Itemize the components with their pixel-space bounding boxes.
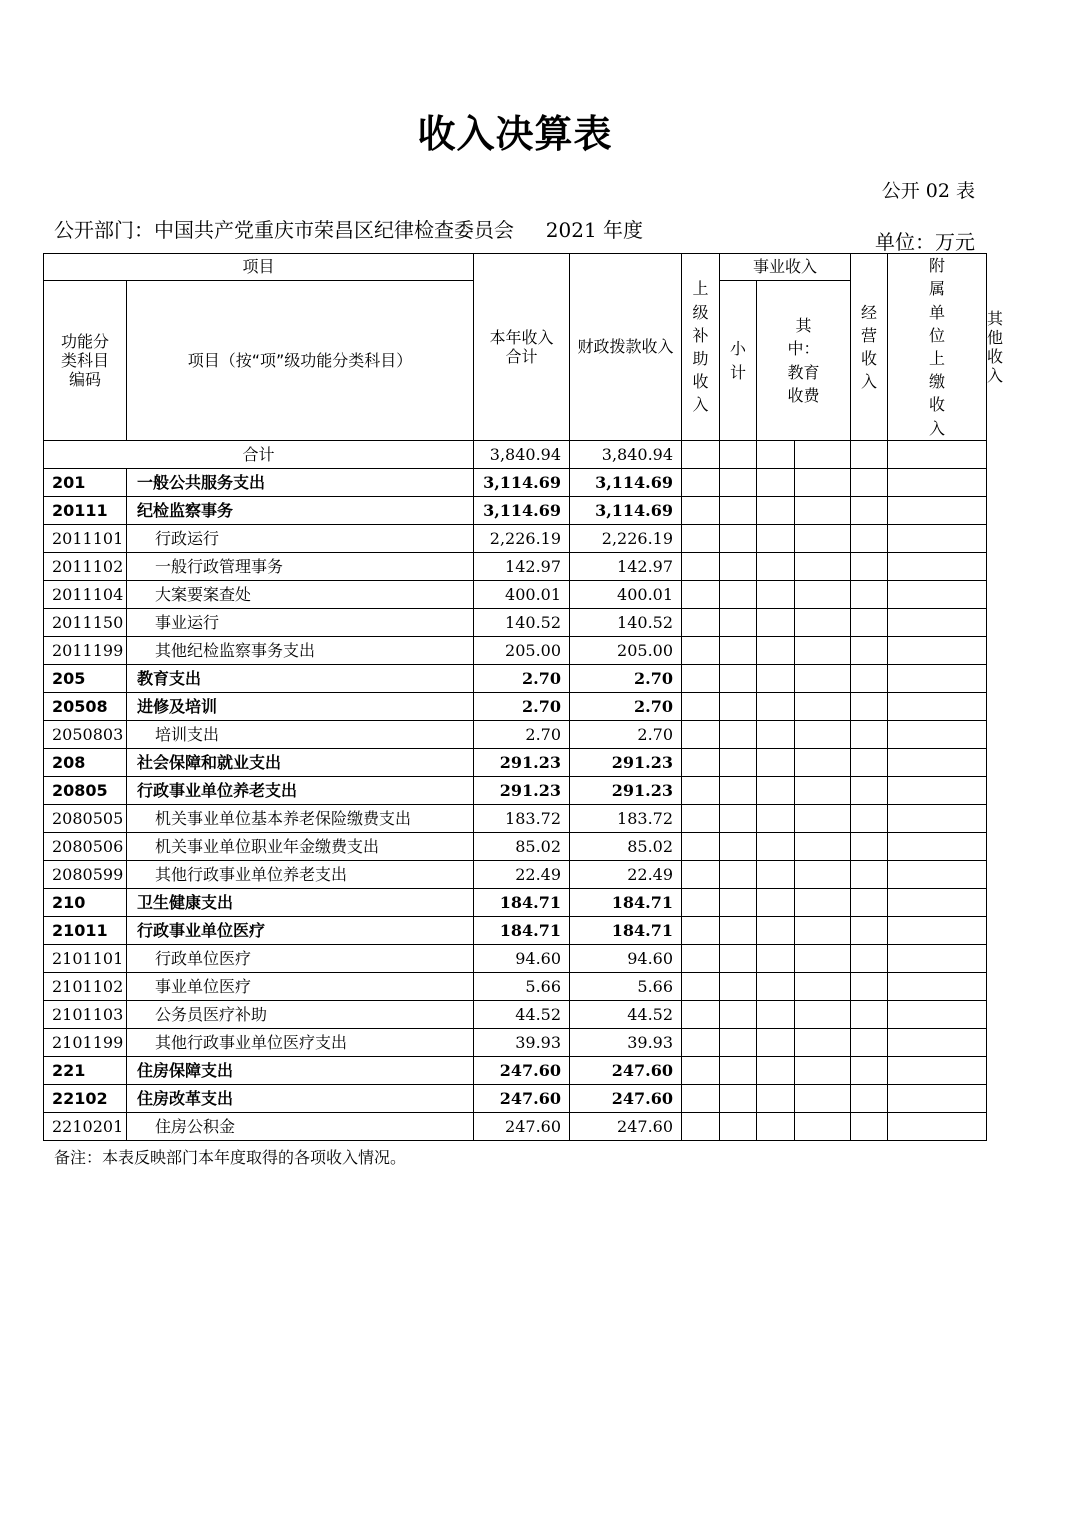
row-fiscal: 247.60 [570, 1085, 682, 1113]
table-row [44, 749, 987, 777]
empty-cell [851, 1001, 888, 1029]
table-row [44, 1113, 987, 1141]
table-row [44, 637, 987, 665]
row-fiscal: 247.60 [570, 1057, 682, 1085]
empty-cell [757, 469, 851, 497]
table-row [44, 1001, 987, 1029]
row-fiscal: 183.72 [570, 805, 682, 833]
header-operating: 经营收入 [851, 254, 888, 441]
row-total: 184.71 [474, 889, 570, 917]
empty-cell [888, 1057, 987, 1085]
empty-cell [888, 945, 987, 973]
table-header: 项目 本年收入合计 财政拨款收入 上级补助收入 事业收入 经营收入 附属单位上缴收入 其他收入 功能分类科目编码 项目（按“项”级功能分类科目） 小计 其中：教育收费 [44, 254, 987, 441]
row-code: 2050803 [44, 721, 127, 749]
empty-cell [757, 749, 851, 777]
empty-cell [757, 441, 851, 469]
header-subtotal: 小计 [720, 281, 757, 441]
row-name: 机关事业单位基本养老保险缴费支出 [127, 805, 474, 833]
row-total: 5.66 [474, 973, 570, 1001]
header-name: 项目（按“项”级功能分类科目） [127, 281, 474, 441]
total-label: 合计 [44, 441, 474, 469]
row-total: 205.00 [474, 637, 570, 665]
header-affiliated: 附属单位上缴收入 [888, 254, 987, 441]
income-table [43, 253, 1004, 1141]
empty-cell [682, 469, 720, 497]
row-name: 教育支出 [127, 665, 474, 693]
empty-cell [757, 833, 851, 861]
row-name: 其他行政事业单位医疗支出 [127, 1029, 474, 1057]
row-total: 2.70 [474, 665, 570, 693]
row-fiscal: 400.01 [570, 581, 682, 609]
empty-cell [720, 441, 757, 469]
row-total: 291.23 [474, 749, 570, 777]
empty-cell [682, 497, 720, 525]
empty-cell [851, 497, 888, 525]
row-fiscal: 140.52 [570, 609, 682, 637]
empty-cell [757, 581, 851, 609]
total-row [44, 441, 987, 469]
row-code: 20805 [44, 777, 127, 805]
row-fiscal: 85.02 [570, 833, 682, 861]
empty-cell [888, 581, 987, 609]
empty-cell [682, 1001, 720, 1029]
row-total: 2.70 [474, 693, 570, 721]
empty-cell [682, 665, 720, 693]
row-total: 400.01 [474, 581, 570, 609]
row-name: 社会保障和就业支出 [127, 749, 474, 777]
table-row [44, 945, 987, 973]
table-row [44, 917, 987, 945]
fiscal-year: 2021 年度 [545, 218, 644, 242]
empty-cell [682, 637, 720, 665]
row-code: 208 [44, 749, 127, 777]
empty-cell [851, 749, 888, 777]
empty-cell [757, 1113, 851, 1141]
table-row [44, 497, 987, 525]
empty-cell [888, 777, 987, 805]
empty-cell [851, 665, 888, 693]
row-name: 培训支出 [127, 721, 474, 749]
table-row [44, 609, 987, 637]
empty-cell [720, 861, 757, 889]
row-total: 142.97 [474, 553, 570, 581]
row-fiscal: 5.66 [570, 973, 682, 1001]
row-total: 3,114.69 [474, 469, 570, 497]
row-total: 39.93 [474, 1029, 570, 1057]
row-total: 2,226.19 [474, 525, 570, 553]
department-name: 公开部门：中国共产党重庆市荣昌区纪律检查委员会 [54, 218, 514, 242]
table-row [44, 581, 987, 609]
row-code: 2101103 [44, 1001, 127, 1029]
empty-cell [851, 525, 888, 553]
empty-cell [682, 889, 720, 917]
row-fiscal: 291.23 [570, 777, 682, 805]
empty-cell [757, 777, 851, 805]
empty-cell [757, 637, 851, 665]
empty-cell [682, 777, 720, 805]
row-fiscal: 44.52 [570, 1001, 682, 1029]
empty-cell [757, 665, 851, 693]
empty-cell [682, 749, 720, 777]
unit-label: 单位：万元 [875, 230, 975, 254]
row-code: 2080599 [44, 861, 127, 889]
empty-cell [888, 525, 987, 553]
empty-cell [682, 1085, 720, 1113]
empty-cell [720, 1113, 757, 1141]
row-code: 2011101 [44, 525, 127, 553]
empty-cell [720, 749, 757, 777]
header-code: 功能分类科目编码 [44, 281, 127, 441]
empty-cell [720, 1057, 757, 1085]
table-body [44, 441, 987, 1141]
empty-cell [888, 861, 987, 889]
header-superior: 上级补助收入 [682, 254, 720, 441]
empty-cell [757, 1057, 851, 1085]
row-fiscal: 205.00 [570, 637, 682, 665]
row-total: 247.60 [474, 1057, 570, 1085]
row-fiscal: 2.70 [570, 721, 682, 749]
empty-cell [888, 693, 987, 721]
empty-cell [682, 441, 720, 469]
empty-cell [851, 917, 888, 945]
row-total: 291.23 [474, 777, 570, 805]
empty-cell [720, 525, 757, 553]
empty-cell [720, 973, 757, 1001]
empty-cell [682, 609, 720, 637]
empty-cell [720, 497, 757, 525]
row-code: 20508 [44, 693, 127, 721]
row-code: 2011102 [44, 553, 127, 581]
row-total: 3,114.69 [474, 497, 570, 525]
empty-cell [888, 1029, 987, 1057]
empty-cell [720, 805, 757, 833]
header-total: 本年收入合计 [474, 254, 570, 441]
footnote: 备注：本表反映部门本年度取得的各项收入情况。 [54, 1148, 407, 1167]
empty-cell [757, 945, 851, 973]
table-row [44, 721, 987, 749]
empty-cell [851, 973, 888, 1001]
row-fiscal: 3,114.69 [570, 469, 682, 497]
empty-cell [851, 581, 888, 609]
empty-cell [720, 1001, 757, 1029]
empty-cell [682, 581, 720, 609]
row-name: 行政事业单位养老支出 [127, 777, 474, 805]
row-fiscal: 291.23 [570, 749, 682, 777]
row-code: 2080505 [44, 805, 127, 833]
empty-cell [888, 1085, 987, 1113]
row-fiscal: 94.60 [570, 945, 682, 973]
row-name: 一般公共服务支出 [127, 469, 474, 497]
empty-cell [851, 777, 888, 805]
header-edu: 其中：教育收费 [757, 281, 851, 441]
table-row [44, 469, 987, 497]
empty-cell [682, 693, 720, 721]
row-fiscal: 247.60 [570, 1113, 682, 1141]
row-total: 2.70 [474, 721, 570, 749]
empty-cell [888, 497, 987, 525]
empty-cell [851, 833, 888, 861]
header-fiscal: 财政拨款收入 [570, 254, 682, 441]
empty-cell [888, 805, 987, 833]
empty-cell [888, 721, 987, 749]
row-name: 事业运行 [127, 609, 474, 637]
empty-cell [720, 581, 757, 609]
empty-cell [888, 917, 987, 945]
empty-cell [682, 805, 720, 833]
empty-cell [851, 609, 888, 637]
row-fiscal: 142.97 [570, 553, 682, 581]
empty-cell [757, 497, 851, 525]
empty-cell [682, 945, 720, 973]
table-row [44, 889, 987, 917]
table-row [44, 553, 987, 581]
row-code: 205 [44, 665, 127, 693]
total-fiscal: 3,840.94 [570, 441, 682, 469]
empty-cell [682, 861, 720, 889]
empty-cell [757, 889, 851, 917]
row-fiscal: 2.70 [570, 693, 682, 721]
row-name: 行政运行 [127, 525, 474, 553]
empty-cell [682, 525, 720, 553]
table-number: 公开 02 表 [881, 180, 975, 202]
row-name: 住房保障支出 [127, 1057, 474, 1085]
table-row [44, 693, 987, 721]
empty-cell [851, 1029, 888, 1057]
row-fiscal: 2.70 [570, 665, 682, 693]
empty-cell [682, 833, 720, 861]
row-name: 其他纪检监察事务支出 [127, 637, 474, 665]
empty-cell [851, 1113, 888, 1141]
table-row [44, 833, 987, 861]
row-fiscal: 22.49 [570, 861, 682, 889]
row-code: 2011199 [44, 637, 127, 665]
empty-cell [888, 889, 987, 917]
empty-cell [888, 1113, 987, 1141]
empty-cell [682, 721, 720, 749]
row-total: 184.71 [474, 917, 570, 945]
empty-cell [851, 861, 888, 889]
empty-cell [888, 1001, 987, 1029]
row-name: 公务员医疗补助 [127, 1001, 474, 1029]
empty-cell [888, 609, 987, 637]
empty-cell [851, 469, 888, 497]
empty-cell [720, 917, 757, 945]
department-line [54, 214, 643, 243]
empty-cell [720, 777, 757, 805]
empty-cell [682, 917, 720, 945]
empty-cell [851, 1085, 888, 1113]
row-total: 247.60 [474, 1085, 570, 1113]
row-total: 247.60 [474, 1113, 570, 1141]
row-code: 221 [44, 1057, 127, 1085]
row-name: 机关事业单位职业年金缴费支出 [127, 833, 474, 861]
empty-cell [720, 553, 757, 581]
empty-cell [757, 917, 851, 945]
row-fiscal: 184.71 [570, 889, 682, 917]
empty-cell [720, 637, 757, 665]
row-code: 2101101 [44, 945, 127, 973]
row-code: 201 [44, 469, 127, 497]
row-fiscal: 2,226.19 [570, 525, 682, 553]
row-code: 2210201 [44, 1113, 127, 1141]
row-code: 21011 [44, 917, 127, 945]
row-total: 44.52 [474, 1001, 570, 1029]
row-code: 20111 [44, 497, 127, 525]
empty-cell [851, 693, 888, 721]
empty-cell [720, 693, 757, 721]
empty-cell [851, 637, 888, 665]
row-fiscal: 184.71 [570, 917, 682, 945]
empty-cell [757, 805, 851, 833]
row-code: 2011104 [44, 581, 127, 609]
empty-cell [720, 945, 757, 973]
empty-cell [757, 1029, 851, 1057]
page-title: 收入决算表 [417, 112, 613, 156]
empty-cell [682, 973, 720, 1001]
row-fiscal: 39.93 [570, 1029, 682, 1057]
row-name: 大案要案查处 [127, 581, 474, 609]
empty-cell [720, 833, 757, 861]
empty-cell [757, 973, 851, 1001]
empty-cell [888, 973, 987, 1001]
empty-cell [851, 721, 888, 749]
empty-cell [682, 1113, 720, 1141]
empty-cell [888, 665, 987, 693]
row-name: 行政事业单位医疗 [127, 917, 474, 945]
row-code: 2101199 [44, 1029, 127, 1057]
empty-cell [757, 693, 851, 721]
table-row [44, 777, 987, 805]
empty-cell [682, 1057, 720, 1085]
empty-cell [888, 553, 987, 581]
row-total: 94.60 [474, 945, 570, 973]
empty-cell [720, 889, 757, 917]
empty-cell [888, 749, 987, 777]
table-row [44, 861, 987, 889]
table-row [44, 973, 987, 1001]
row-code: 2080506 [44, 833, 127, 861]
empty-cell [720, 721, 757, 749]
row-total: 140.52 [474, 609, 570, 637]
row-total: 183.72 [474, 805, 570, 833]
empty-cell [851, 441, 888, 469]
table-row [44, 665, 987, 693]
empty-cell [720, 1085, 757, 1113]
row-total: 22.49 [474, 861, 570, 889]
empty-cell [851, 1057, 888, 1085]
empty-cell [888, 441, 987, 469]
table-row [44, 1057, 987, 1085]
row-name: 住房公积金 [127, 1113, 474, 1141]
empty-cell [682, 1029, 720, 1057]
row-name: 卫生健康支出 [127, 889, 474, 917]
table-row [44, 1029, 987, 1057]
empty-cell [720, 1029, 757, 1057]
table-row [44, 525, 987, 553]
row-name: 纪检监察事务 [127, 497, 474, 525]
empty-cell [851, 805, 888, 833]
table-row [44, 805, 987, 833]
empty-cell [888, 469, 987, 497]
empty-cell [682, 553, 720, 581]
empty-cell [720, 665, 757, 693]
row-code: 2101102 [44, 973, 127, 1001]
header-business: 事业收入 [720, 254, 851, 281]
table-row [44, 1085, 987, 1113]
row-code: 2011150 [44, 609, 127, 637]
empty-cell [757, 525, 851, 553]
row-fiscal: 3,114.69 [570, 497, 682, 525]
row-name: 行政单位医疗 [127, 945, 474, 973]
row-name: 一般行政管理事务 [127, 553, 474, 581]
empty-cell [851, 889, 888, 917]
empty-cell [757, 861, 851, 889]
row-name: 其他行政事业单位养老支出 [127, 861, 474, 889]
row-name: 住房改革支出 [127, 1085, 474, 1113]
empty-cell [757, 1001, 851, 1029]
row-name: 进修及培训 [127, 693, 474, 721]
header-project: 项目 [44, 254, 474, 281]
empty-cell [720, 609, 757, 637]
empty-cell [720, 469, 757, 497]
empty-cell [757, 553, 851, 581]
empty-cell [757, 609, 851, 637]
empty-cell [888, 833, 987, 861]
empty-cell [851, 553, 888, 581]
empty-cell [757, 721, 851, 749]
empty-cell [888, 637, 987, 665]
row-total: 85.02 [474, 833, 570, 861]
row-code: 22102 [44, 1085, 127, 1113]
empty-cell [757, 1085, 851, 1113]
row-code: 210 [44, 889, 127, 917]
total-income: 3,840.94 [474, 441, 570, 469]
empty-cell [851, 945, 888, 973]
row-name: 事业单位医疗 [127, 973, 474, 1001]
